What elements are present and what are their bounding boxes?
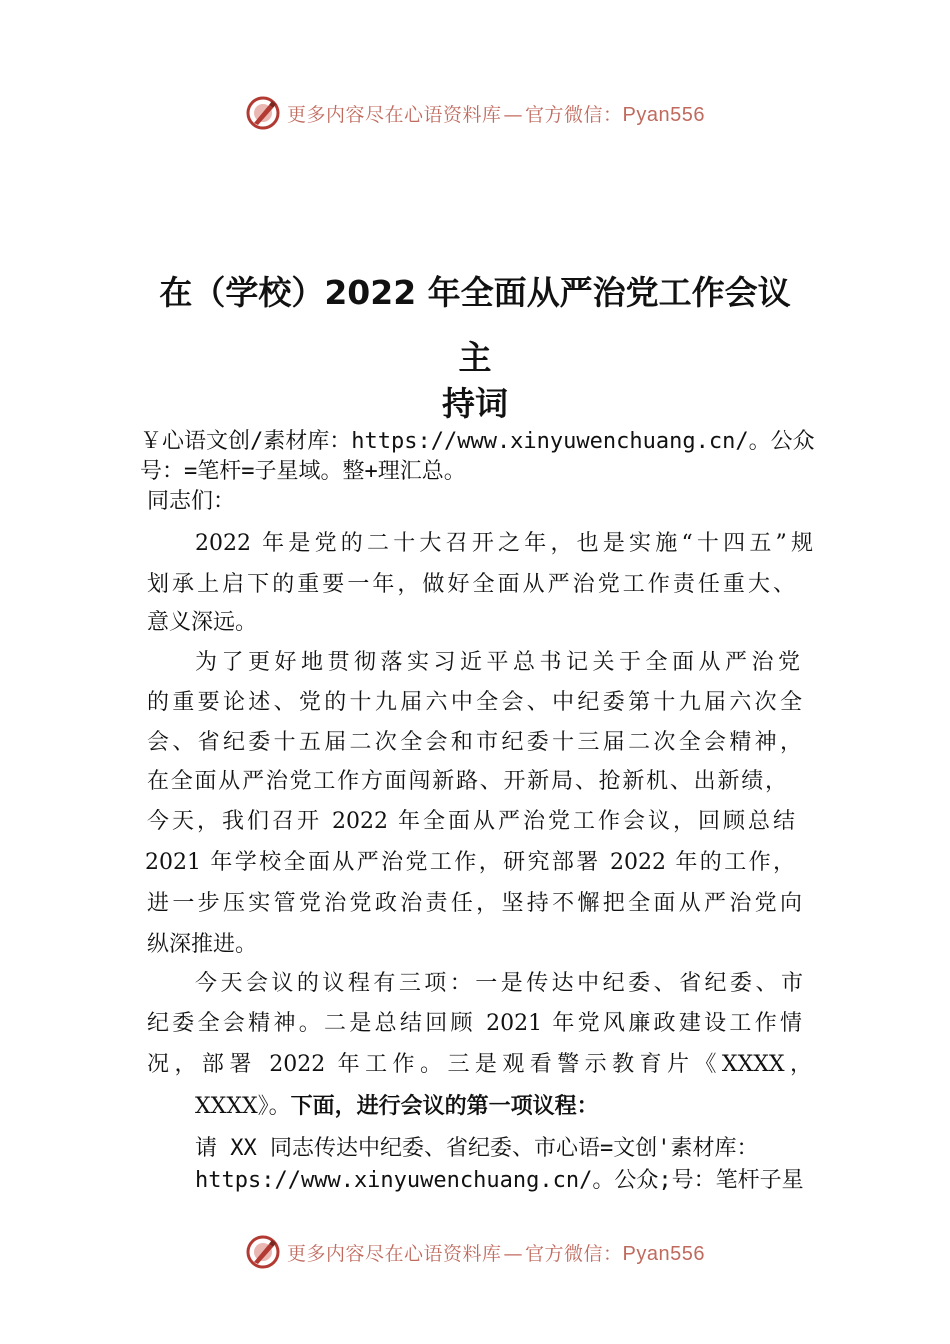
paragraph-2-line-5: 今天，我们召开 2022 年全面从严治党工作会议，回顾总结: [147, 809, 795, 834]
paragraph-1-line-2: 划承上启下的重要一年，做好全面从严治党工作责任重大、: [147, 572, 795, 597]
banner-separator: —: [503, 103, 524, 126]
pen-seal-logo-icon: [245, 95, 281, 131]
banner-cn-text: 更多内容尽在心语资料库: [287, 103, 502, 126]
footer-watermark-banner: [0, 1232, 950, 1272]
paragraph-3-line-2: 纪委全会精神。二是总结回顾 2021 年党风廉政建设工作情: [147, 1011, 802, 1036]
banner-separator: —: [503, 1242, 524, 1265]
paragraph-2-line-6: 2021 年学校全面从严治党工作，研究部署 2022 年的工作，: [145, 850, 795, 875]
paragraph-3-line-1: 今天会议的议程有三项：一是传达中纪委、省纪委、市: [195, 971, 803, 996]
paragraph-4-line-1: 请 XX 同志传达中纪委、省纪委、市心语=文创'素材库：: [195, 1136, 759, 1161]
agenda-transition-bold: 下面，进行会议的第一项议程：: [290, 1094, 599, 1119]
banner-wechat-id: Pyan556: [622, 1242, 705, 1265]
pen-seal-logo-icon: [245, 1234, 281, 1270]
banner-wechat-label: 官方微信：: [525, 103, 623, 126]
paragraph-2-line-7: 进一步压实管党治党政治责任，坚持不懈把全面从严治党向: [147, 891, 802, 916]
banner-wechat-label: 官方微信：: [525, 1242, 623, 1265]
paragraph-2-line-3: 会、省纪委十五届二次全会和市纪委十三届二次全会精神，: [147, 730, 802, 755]
banner-wechat-id: Pyan556: [622, 103, 705, 126]
source-note-line-2: 号：=笔杆=子星域。整+理汇总。: [140, 459, 466, 484]
paragraph-2-line-2: 的重要论述、党的十九届六中全会、中纪委第十九届六次全: [147, 690, 802, 715]
source-note-line-1: ￥心语文创/素材库：https://www.xinyuwenchuang.cn/。公众: [140, 429, 815, 454]
paragraph-2-line-8: 纵深推进。: [147, 932, 258, 957]
paragraph-2-line-4: 在全面从严治党工作方面闯新路、开新局、抢新机、出新绩，: [147, 769, 787, 794]
paragraph-1-line-3: 意义深远。: [147, 610, 258, 635]
paragraph-3-line-3: 况，部署 2022 年工作。三是观看警示教育片《XXXX，: [147, 1052, 812, 1077]
banner-text: [287, 100, 705, 127]
document-title-line-3: 持词: [442, 384, 508, 423]
document-title-line-1: 在（学校）2022 年全面从严治党工作会议: [159, 273, 791, 312]
agenda-placeholder-text: XXXX》。: [195, 1094, 291, 1119]
paragraph-2-line-1: 为了更好地贯彻落实习近平总书记关于全面从严治党: [195, 650, 800, 675]
paragraph-3-line-4: [195, 1089, 599, 1120]
header-watermark-banner: [0, 93, 950, 133]
paragraph-4-line-2: https://www.xinyuwenchuang.cn/。公众;号：笔杆子星: [195, 1168, 804, 1193]
banner-text: [287, 1239, 705, 1266]
salutation: 同志们：: [147, 489, 236, 514]
paragraph-1-line-1: 2022 年是党的二十大召开之年，也是实施“十四五”规: [195, 531, 813, 556]
banner-cn-text: 更多内容尽在心语资料库: [287, 1242, 502, 1265]
document-title-line-2: 主: [458, 338, 492, 377]
